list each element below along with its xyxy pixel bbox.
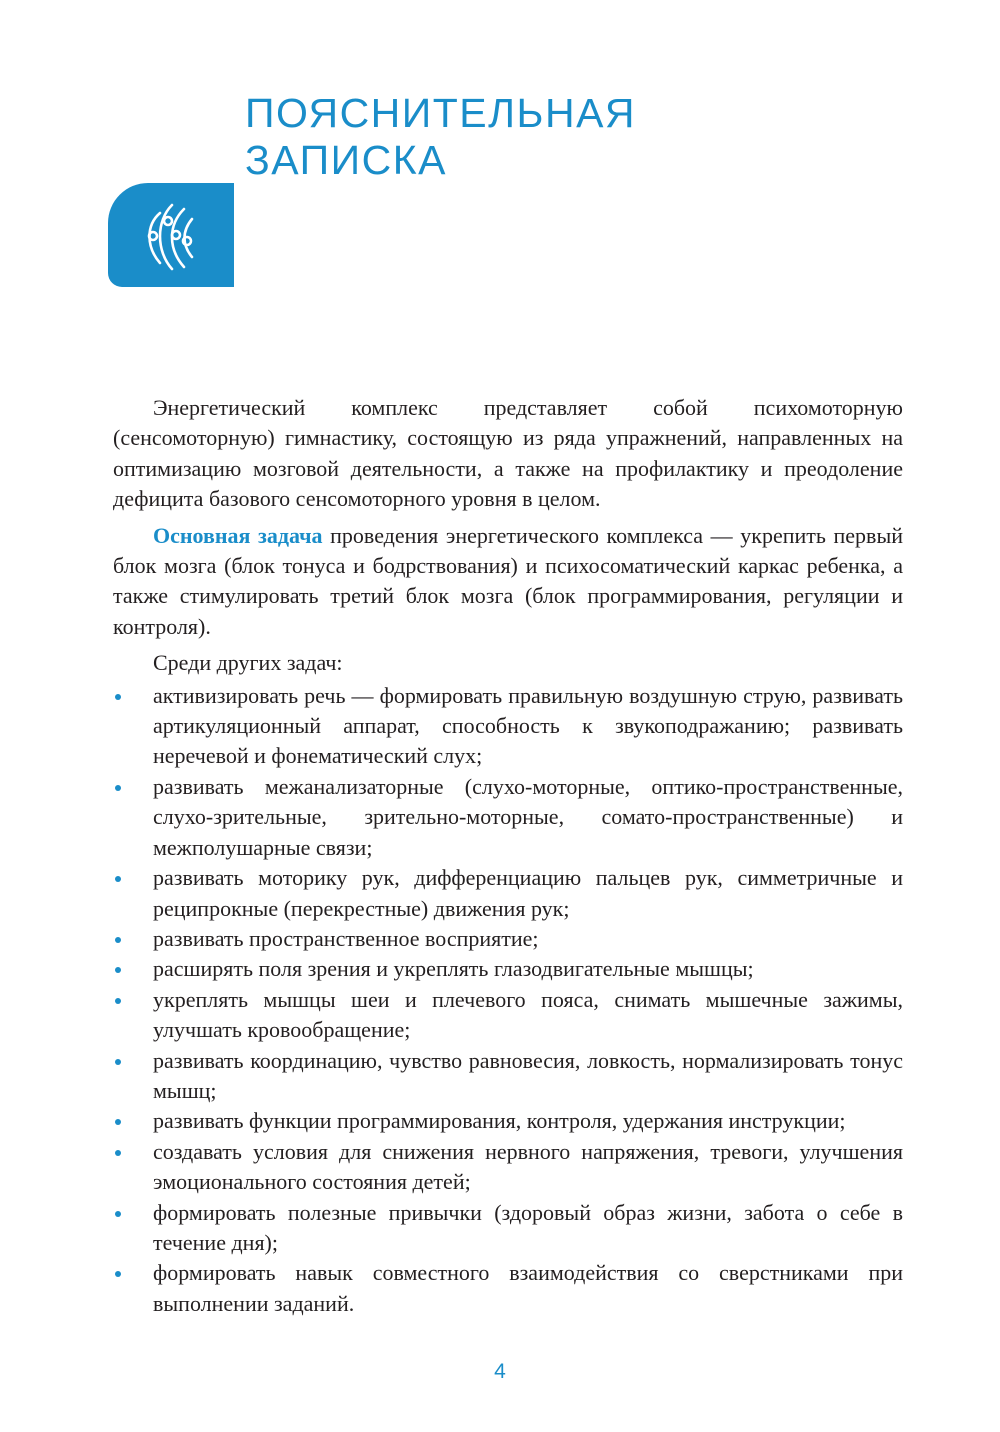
list-item-text: формировать полезные привычки (здоровый образ жизни, забота о себе в течение дня); bbox=[153, 1199, 903, 1255]
list-item-text: развивать моторику рук, дифференциацию пальцев рук, симметричные и реципрокные (перекрестные) движения рук; bbox=[153, 865, 903, 921]
bullet-icon bbox=[115, 1119, 121, 1125]
list-item-text: развивать функции программирования, контроля, удержания инструкции; bbox=[153, 1108, 846, 1134]
bullet-icon bbox=[115, 1271, 121, 1277]
list-item bbox=[113, 1137, 903, 1198]
page-number: 4 bbox=[494, 1360, 506, 1383]
list-item-text: развивать координацию, чувство равновесия, ловкость, нормализировать тонус мышц; bbox=[153, 1047, 903, 1103]
bullet-icon bbox=[115, 1211, 121, 1217]
page-title-line-2: ЗАПИСКА bbox=[245, 137, 447, 183]
list-item-text: активизировать речь — формировать правильную воздушную струю, развивать артикуляционный аппарат, способность к звукоподражанию; развивать неречевой и фонематический слух; bbox=[153, 682, 903, 769]
tasks-list bbox=[113, 681, 903, 1320]
section-badge bbox=[108, 183, 234, 287]
main-task-highlight: Основная задача bbox=[153, 522, 323, 548]
list-item bbox=[113, 924, 903, 954]
list-item-text: развивать пространственное восприятие; bbox=[153, 925, 539, 951]
bullet-icon bbox=[115, 1150, 121, 1156]
tasks-lead: Среди других задач: bbox=[153, 650, 343, 676]
list-item bbox=[113, 1258, 903, 1319]
list-item-text: создавать условия для снижения нервного напряжения, тревоги, улучшения эмоционального состояния детей; bbox=[153, 1138, 903, 1195]
list-item bbox=[113, 1198, 903, 1259]
bullet-icon bbox=[115, 785, 121, 791]
list-item-text: укреплять мышцы шеи и плечевого пояса, снимать мышечные зажимы, улучшать кровообращение; bbox=[153, 986, 903, 1043]
intro-paragraph: Энергетический комплекс представляет собой психомоторную (сенсомоторную) гимнастику, состоящую из ряда упражнений, направленных на оптимизацию мозговой деятельности, а также на профилактику и преодоление дефицита базового сенсомоторного уровня в целом. bbox=[113, 395, 903, 512]
bullet-icon bbox=[115, 967, 121, 973]
page-title-line-1: ПОЯСНИТЕЛЬНАЯ bbox=[245, 90, 637, 136]
list-item bbox=[113, 985, 903, 1046]
nerve-waves-icon bbox=[108, 183, 234, 287]
bullet-icon bbox=[115, 937, 121, 943]
bullet-icon bbox=[115, 1059, 121, 1065]
page-title bbox=[245, 90, 636, 184]
bullet-icon bbox=[115, 998, 121, 1004]
main-task-text: проведения энергетического комплекса — укрепить первый блок мозга (блок тонуса и бодрствования) и психосоматический каркас ребенка, а также стимулировать третий блок мозга (блок программирования, регуляции и контроля). bbox=[113, 522, 903, 639]
list-item bbox=[113, 1106, 903, 1136]
list-item-text: формировать навык совместного взаимодействия со сверстниками при выполнении заданий. bbox=[153, 1260, 903, 1316]
bullet-icon bbox=[115, 694, 121, 700]
list-item bbox=[113, 681, 903, 772]
list-item bbox=[113, 1046, 903, 1107]
main-task-paragraph bbox=[113, 521, 903, 643]
bullet-icon bbox=[115, 876, 121, 882]
list-item-text: развивать межанализаторные (слухо-моторные, оптико-пространственные, слухо-зрительные, зрительно-моторные, сомато-пространственные) и межполушарные связи; bbox=[153, 773, 903, 860]
list-item bbox=[113, 863, 903, 924]
main-text bbox=[113, 393, 903, 1319]
list-item bbox=[113, 954, 903, 984]
list-item-text: расширять поля зрения и укреплять глазодвигательные мышцы; bbox=[153, 956, 754, 982]
list-item bbox=[113, 772, 903, 863]
